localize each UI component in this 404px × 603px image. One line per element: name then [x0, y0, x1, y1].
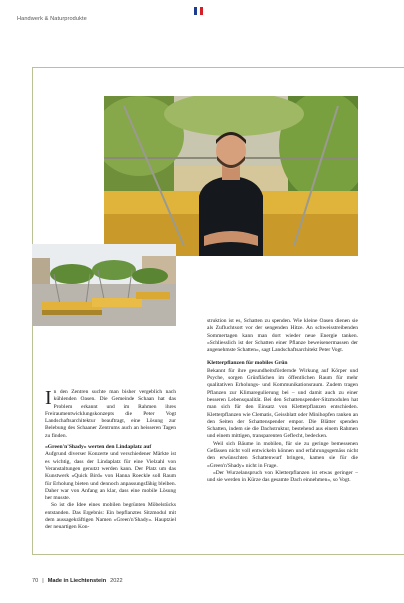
- page-footer: [32, 578, 123, 584]
- col2-paragraph-1: struktion ist es, Schatten zu spenden. Wie kleine Oasen dienen sie als Zufluchtsort vor der sengenden Hitze. An schweisstreibenden Sommertagen kann man dort wieder neue Energie tanken. «Schliesslich ist der Schatten einer Pflanze beweisenermassen der angenehmste Schatten», sagt Landschaftsarchitekt Peter Vogt.: [207, 318, 358, 354]
- intro-text: n den Zentren suchte man bisher vergeblich nach kühlenden Oasen. Die Gemeinde Schaan hat das Problem erkannt und im Rahmen ihres Freiraumentwicklungskonzepts die Peter Vogt Landschaftsarchitektur beauftragt, eine Lösung zur Belebung des Schaaner Zentrums auch an heisseren Tagen zu finden.: [45, 389, 176, 439]
- article-column-2: [207, 318, 358, 485]
- article-column-1: [45, 389, 176, 532]
- page-number: 70: [32, 578, 39, 584]
- section-label: Handwerk & Naturprodukte: [17, 16, 87, 22]
- portrait-illustration: [104, 96, 358, 256]
- footer-separator: |: [42, 578, 44, 584]
- col2-paragraph-4: «Der Wurzelanspruch von Kletterpflanzen ist etwas geringer – und sie werden in Kürze das gesamte Dach einnehmen», so Vogt.: [207, 469, 358, 484]
- drop-cap: I: [45, 387, 52, 409]
- subheading-kletterpflanzen: Kletterpflanzen für mobiles Grün: [207, 360, 288, 367]
- col1-paragraph-2: So ist die Idee eines mobilen begrünten Möbelstücks entstanden. Das Ergebnis: Ein bepflanztes Sitzmodul mit dem aussagekräftigen Namen «Green'n'Shady». Hauptziel der neuartigen Kon-: [45, 502, 176, 531]
- french-flag-icon: [194, 7, 203, 15]
- photo-lindaplatz-planters: [32, 244, 176, 326]
- col2-paragraph-3: Weil sich Bäume in mobilen, für sie zu geringe bemessenen Gefässen nicht voll entwickeln können und erfahrungsgemäss nicht den erwünschten Schattenwurf bringen, kamen sie für die «Green'n'Shady» nicht in Frage.: [207, 440, 358, 469]
- intro-paragraph: [45, 389, 176, 440]
- publication-year: 2022: [110, 578, 123, 584]
- col1-paragraph-1: Aufgrund diverser Konzerte und verschiedener Märkte ist es wichtig, dass der Lindaplatz für eine Vielzahl von Veranstaltungen genutzt werden kann. Der Platz um das Kunstwerk «Quick Bird» von Hanna Roeckle soll Raum für Erholung bieten und dennoch anpassungsfähig bleiben. Daher war von Anfang an klar, dass eine mobile Lösung her musste.: [45, 451, 176, 502]
- flag-stripe-red: [200, 7, 203, 15]
- plaza-illustration: [32, 244, 176, 326]
- photo-architect-portrait: [104, 96, 358, 256]
- publication-name: Made in Liechtenstein: [47, 578, 107, 584]
- col2-paragraph-2: Bekannt für ihre gesundheitsfördernde Wirkung auf Körper und Psyche, sorgen Grünflächen im öffentlichen Raum für mehr qualitativen Erholungs- und Kommunikationsraum. Zudem tragen Pflanzen zur Klimaregulierung bei – und damit auch zu einer besseren Lebensqualität. Bei den Schattenspender-Sitzmodulen hat man sich für den Einsatz von Kletterpflanzen entschieden. Kletterpflanzen wie Clematis, Geissblatt oder Minihopfen ranken an den Seiten der Schattenspender empor. Die Blätter spenden Schatten, indem sie die Dachstruktur, bestehend aus einem Rahmen und einem mittigen, transparenten Geflecht, bedecken.: [207, 367, 358, 440]
- subheading-green-shady: «Green'n'Shady» werten den Lindaplatz auf: [45, 444, 152, 451]
